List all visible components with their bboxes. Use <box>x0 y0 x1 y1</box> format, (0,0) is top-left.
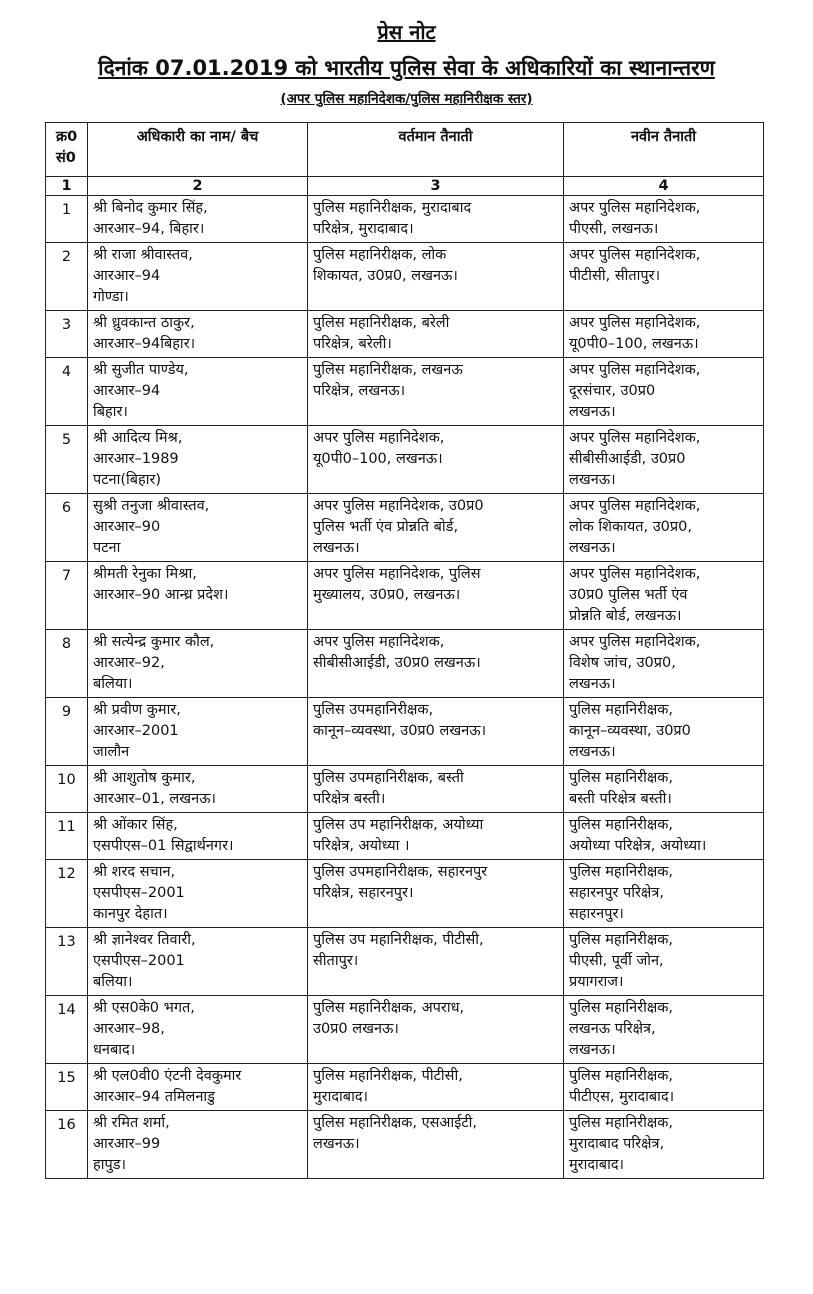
current-posting-cell: अपर पुलिस महानिदेशक, सीबीसीआईडी, उ0प्र0 लखनऊ। <box>308 630 564 698</box>
table-row <box>46 426 764 494</box>
new-posting-cell: पुलिस महानिरीक्षक, कानून–व्यवस्था, उ0प्र0 लखनऊ। <box>564 698 764 766</box>
serial-number-cell: 10 <box>46 766 88 813</box>
table-row <box>46 860 764 928</box>
officer-name-cell: श्री आशुतोष कुमार, आरआर–01, लखनऊ। <box>88 766 308 813</box>
officer-name-cell: श्रीमती रेनुका मिश्रा, आरआर–90 आन्ध्र प्रदेश। <box>88 562 308 630</box>
new-posting-cell: अपर पुलिस महानिदेशक, पीएसी, लखनऊ। <box>564 196 764 243</box>
new-posting-cell: अपर पुलिस महानिदेशक, दूरसंचार, उ0प्र0 लखनऊ। <box>564 358 764 426</box>
current-posting-cell: पुलिस महानिरीक्षक, एसआईटी, लखनऊ। <box>308 1111 564 1179</box>
table-header-row <box>46 123 764 177</box>
officer-name-cell: श्री ओंकार सिंह, एसपीएस–01 सिद्वार्थनगर। <box>88 813 308 860</box>
table-row <box>46 196 764 243</box>
table-row <box>46 630 764 698</box>
serial-number-cell: 14 <box>46 996 88 1064</box>
serial-number-cell: 13 <box>46 928 88 996</box>
table-row <box>46 928 764 996</box>
new-posting-cell: अपर पुलिस महानिदेशक, लोक शिकायत, उ0प्र0, लखनऊ। <box>564 494 764 562</box>
column-number-row <box>46 177 764 196</box>
serial-number-cell: 7 <box>46 562 88 630</box>
new-posting-cell: पुलिस महानिरीक्षक, अयोध्या परिक्षेत्र, अयोध्या। <box>564 813 764 860</box>
officer-name-cell: श्री राजा श्रीवास्तव, आरआर–94 गोण्डा। <box>88 243 308 311</box>
table-row <box>46 494 764 562</box>
current-posting-cell: पुलिस उपमहानिरीक्षक, सहारनपुर परिक्षेत्र, सहारनपुर। <box>308 860 564 928</box>
table-row <box>46 562 764 630</box>
serial-number-cell: 15 <box>46 1064 88 1111</box>
officer-name-cell: श्री सत्येन्द्र कुमार कौल, आरआर–92, बलिया। <box>88 630 308 698</box>
officer-name-cell: श्री सुजीत पाण्डेय, आरआर–94 बिहार। <box>88 358 308 426</box>
current-posting-cell: पुलिस उपमहानिरीक्षक, कानून–व्यवस्था, उ0प्र0 लखनऊ। <box>308 698 564 766</box>
table-row <box>46 243 764 311</box>
new-posting-cell: अपर पुलिस महानिदेशक, विशेष जांच, उ0प्र0, लखनऊ। <box>564 630 764 698</box>
column-header-new-posting: नवीन तैनाती <box>564 123 764 177</box>
document-scope: (अपर पुलिस महानिदेशक/पुलिस महानिरीक्षक स्तर) <box>280 91 533 107</box>
new-posting-cell: पुलिस महानिरीक्षक, पीटीएस, मुरादाबाद। <box>564 1064 764 1111</box>
officer-name-cell: श्री रमित शर्मा, आरआर–99 हापुड। <box>88 1111 308 1179</box>
current-posting-cell: पुलिस उप महानिरीक्षक, अयोध्या परिक्षेत्र, अयोध्या । <box>308 813 564 860</box>
document-title: प्रेस नोट <box>377 20 436 44</box>
officer-name-cell: श्री एल0वी0 एंटनी देवकुमार आरआर–94 तमिलनाडु <box>88 1064 308 1111</box>
current-posting-cell: पुलिस महानिरीक्षक, बरेली परिक्षेत्र, बरेली। <box>308 311 564 358</box>
officer-name-cell: श्री बिनोद कुमार सिंह, आरआर–94, बिहार। <box>88 196 308 243</box>
current-posting-cell: पुलिस महानिरीक्षक, अपराध, उ0प्र0 लखनऊ। <box>308 996 564 1064</box>
new-posting-cell: अपर पुलिस महानिदेशक, यू0पी0–100, लखनऊ। <box>564 311 764 358</box>
column-number: 4 <box>564 177 764 196</box>
new-posting-cell: पुलिस महानिरीक्षक, सहारनपुर परिक्षेत्र, सहारनपुर। <box>564 860 764 928</box>
column-header-name: अधिकारी का नाम/ बैच <box>88 123 308 177</box>
table-row <box>46 698 764 766</box>
column-header-current-posting: वर्तमान तैनाती <box>308 123 564 177</box>
officer-name-cell: श्री आदित्य मिश्र, आरआर–1989 पटना(बिहार) <box>88 426 308 494</box>
new-posting-cell: पुलिस महानिरीक्षक, मुरादाबाद परिक्षेत्र, मुरादाबाद। <box>564 1111 764 1179</box>
current-posting-cell: अपर पुलिस महानिदेशक, यू0पी0–100, लखनऊ। <box>308 426 564 494</box>
serial-number-cell: 8 <box>46 630 88 698</box>
current-posting-cell: पुलिस महानिरीक्षक, लोक शिकायत, उ0प्र0, लखनऊ। <box>308 243 564 311</box>
new-posting-cell: पुलिस महानिरीक्षक, पीएसी, पूर्वी जोन, प्रयागराज। <box>564 928 764 996</box>
column-number: 2 <box>88 177 308 196</box>
current-posting-cell: पुलिस उप महानिरीक्षक, पीटीसी, सीतापुर। <box>308 928 564 996</box>
serial-number-cell: 5 <box>46 426 88 494</box>
serial-number-cell: 3 <box>46 311 88 358</box>
column-number: 3 <box>308 177 564 196</box>
serial-number-cell: 6 <box>46 494 88 562</box>
officer-name-cell: श्री ध्रुवकान्त ठाकुर, आरआर–94बिहार। <box>88 311 308 358</box>
document-subtitle: दिनांक 07.01.2019 को भारतीय पुलिस सेवा के अधिकारियों का स्थानान्तरण <box>98 56 715 80</box>
officer-name-cell: श्री ज्ञानेश्वर तिवारी, एसपीएस–2001 बलिया। <box>88 928 308 996</box>
column-header-serial: क्र0 सं0 <box>46 123 88 177</box>
officer-name-cell: श्री एस0के0 भगत, आरआर–98, धनबाद। <box>88 996 308 1064</box>
column-number: 1 <box>46 177 88 196</box>
serial-number-cell: 16 <box>46 1111 88 1179</box>
new-posting-cell: अपर पुलिस महानिदेशक, सीबीसीआईडी, उ0प्र0 लखनऊ। <box>564 426 764 494</box>
table-row <box>46 358 764 426</box>
serial-number-cell: 9 <box>46 698 88 766</box>
serial-number-cell: 11 <box>46 813 88 860</box>
new-posting-cell: अपर पुलिस महानिदेशक, पीटीसी, सीतापुर। <box>564 243 764 311</box>
table-row <box>46 996 764 1064</box>
serial-number-cell: 4 <box>46 358 88 426</box>
current-posting-cell: पुलिस महानिरीक्षक, लखनऊ परिक्षेत्र, लखनऊ। <box>308 358 564 426</box>
current-posting-cell: अपर पुलिस महानिदेशक, पुलिस मुख्यालय, उ0प्र0, लखनऊ। <box>308 562 564 630</box>
table-row <box>46 1064 764 1111</box>
officer-name-cell: श्री शरद सचान, एसपीएस–2001 कानपुर देहात। <box>88 860 308 928</box>
new-posting-cell: अपर पुलिस महानिदेशक, उ0प्र0 पुलिस भर्ती एंव प्रोन्नति बोर्ड, लखनऊ। <box>564 562 764 630</box>
current-posting-cell: अपर पुलिस महानिदेशक, उ0प्र0 पुलिस भर्ती एंव प्रोन्नति बोर्ड, लखनऊ। <box>308 494 564 562</box>
table-row <box>46 813 764 860</box>
new-posting-cell: पुलिस महानिरीक्षक, बस्ती परिक्षेत्र बस्ती। <box>564 766 764 813</box>
table-row <box>46 766 764 813</box>
serial-number-cell: 12 <box>46 860 88 928</box>
transfer-table <box>45 122 764 1179</box>
officer-name-cell: श्री प्रवीण कुमार, आरआर–2001 जालौन <box>88 698 308 766</box>
table-row <box>46 1111 764 1179</box>
serial-number-cell: 1 <box>46 196 88 243</box>
table-row <box>46 311 764 358</box>
current-posting-cell: पुलिस उपमहानिरीक्षक, बस्ती परिक्षेत्र बस्ती। <box>308 766 564 813</box>
current-posting-cell: पुलिस महानिरीक्षक, मुरादाबाद परिक्षेत्र, मुरादाबाद। <box>308 196 564 243</box>
serial-number-cell: 2 <box>46 243 88 311</box>
new-posting-cell: पुलिस महानिरीक्षक, लखनऊ परिक्षेत्र, लखनऊ। <box>564 996 764 1064</box>
officer-name-cell: सुश्री तनुजा श्रीवास्तव, आरआर–90 पटना <box>88 494 308 562</box>
current-posting-cell: पुलिस महानिरीक्षक, पीटीसी, मुरादाबाद। <box>308 1064 564 1111</box>
